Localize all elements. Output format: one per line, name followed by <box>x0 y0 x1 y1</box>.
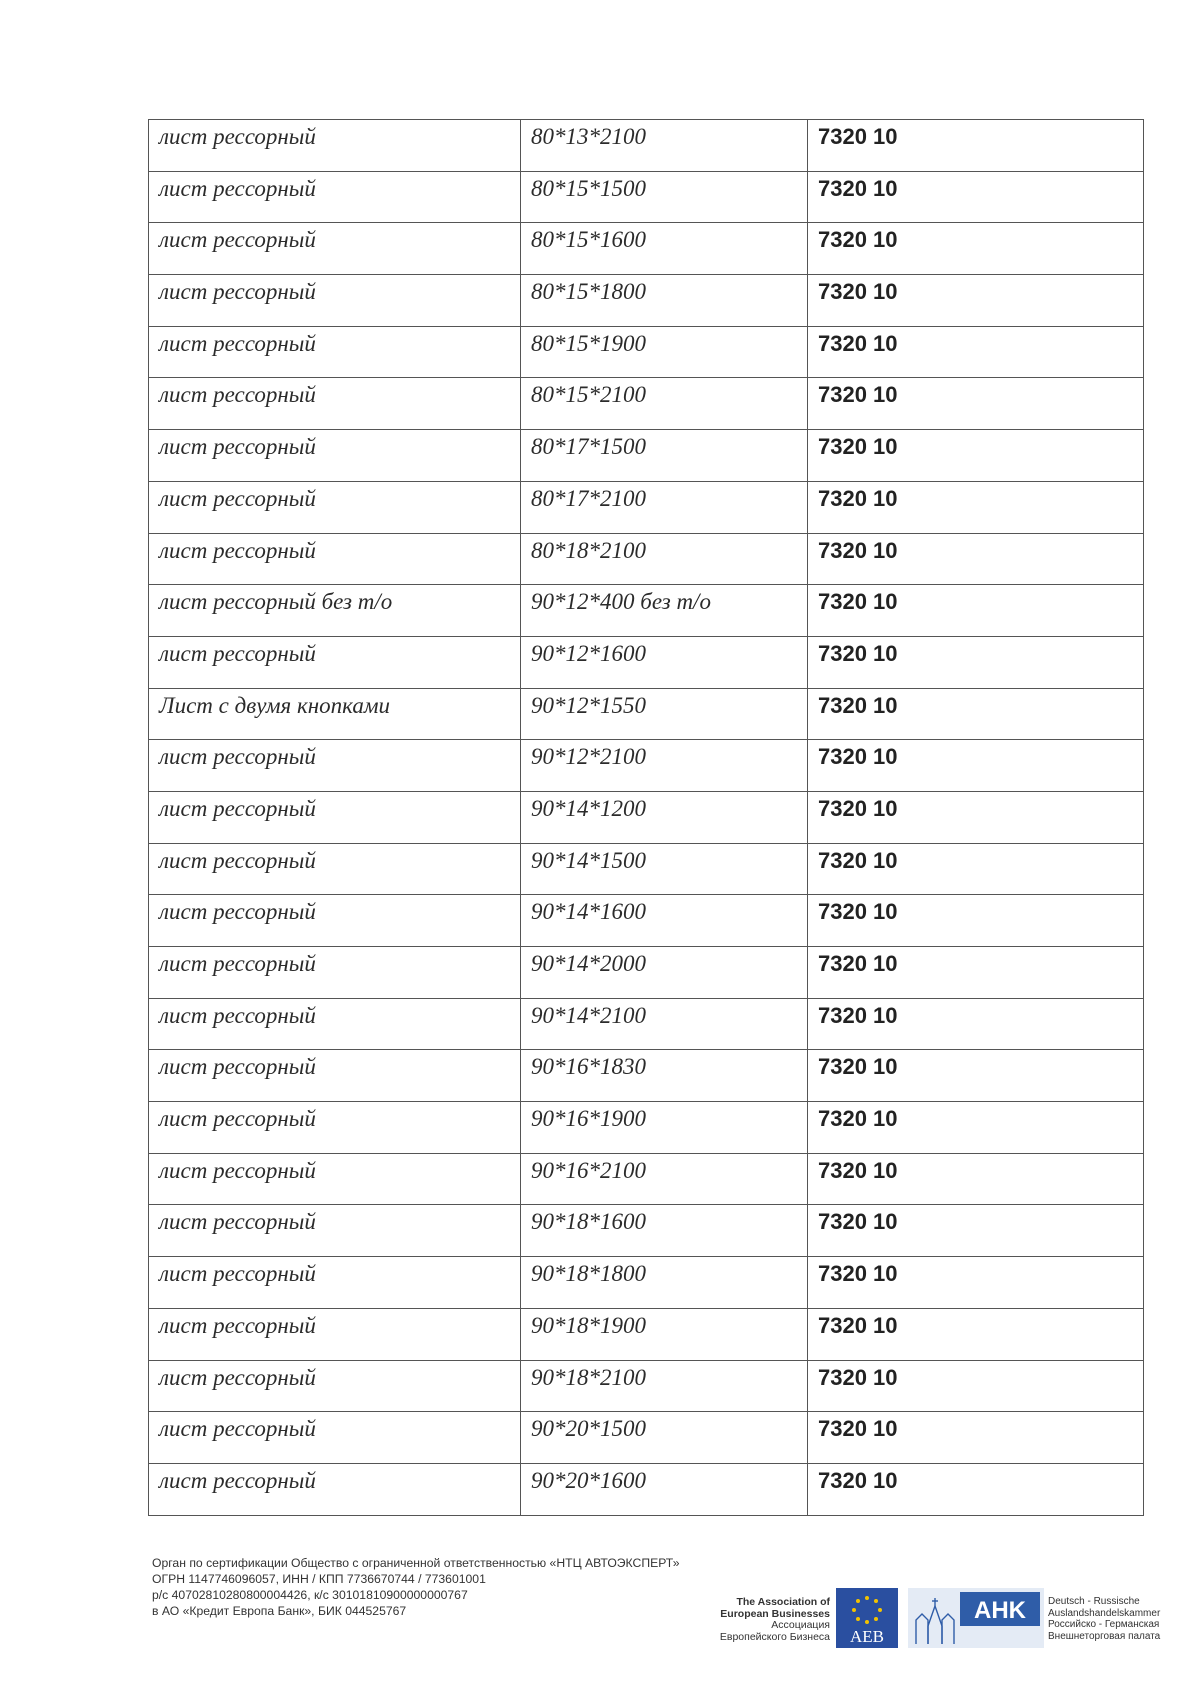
footer-line-ogrn: ОГРН 1147746096057, ИНН / КПП 7736670744 / 773601001 <box>152 1572 486 1586</box>
table-row <box>149 223 1144 275</box>
cell-dimensions: 90*14*2100 <box>521 998 808 1050</box>
cell-product-name: лист рессорный <box>149 120 521 172</box>
cell-tn-ved-code: 7320 10 <box>808 275 1144 327</box>
cell-dimensions: 80*15*1800 <box>521 275 808 327</box>
table-row <box>149 326 1144 378</box>
cell-dimensions: 90*14*1500 <box>521 843 808 895</box>
table-row <box>149 1102 1144 1154</box>
cell-dimensions: 90*18*2100 <box>521 1360 808 1412</box>
cell-product-name: лист рессорный <box>149 998 521 1050</box>
table-row <box>149 171 1144 223</box>
cell-product-name: лист рессорный <box>149 275 521 327</box>
ahk-caption-ru-2: Внешнеторговая палата <box>1048 1630 1161 1642</box>
cell-product-name: лист рессорный <box>149 895 521 947</box>
cell-dimensions: 80*15*2100 <box>521 378 808 430</box>
cell-tn-ved-code: 7320 10 <box>808 1308 1144 1360</box>
aeb-logo-text: AEB <box>850 1627 884 1646</box>
cell-dimensions: 90*12*1600 <box>521 636 808 688</box>
cell-product-name: лист рессорный <box>149 1205 521 1257</box>
table-row <box>149 1412 1144 1464</box>
cell-dimensions: 90*20*1600 <box>521 1463 808 1515</box>
cell-tn-ved-code: 7320 10 <box>808 326 1144 378</box>
cell-product-name: лист рессорный <box>149 1102 521 1154</box>
cell-product-name: лист рессорный <box>149 1463 521 1515</box>
ahk-caption <box>1048 1596 1178 1642</box>
cell-product-name: лист рессорный <box>149 1360 521 1412</box>
cell-dimensions: 80*15*1600 <box>521 223 808 275</box>
cell-tn-ved-code: 7320 10 <box>808 1153 1144 1205</box>
cell-dimensions: 90*16*2100 <box>521 1153 808 1205</box>
cell-product-name: лист рессорный <box>149 378 521 430</box>
cell-tn-ved-code: 7320 10 <box>808 1412 1144 1464</box>
aeb-caption-en-2: European Businesses <box>720 1607 830 1620</box>
cell-dimensions: 90*18*1600 <box>521 1205 808 1257</box>
footer-line-bank: в АО «Кредит Европа Банк», БИК 044525767 <box>152 1604 407 1618</box>
table-row <box>149 585 1144 637</box>
cell-product-name: лист рессорный <box>149 1050 521 1102</box>
cell-dimensions: 80*15*1500 <box>521 171 808 223</box>
table-row <box>149 378 1144 430</box>
cell-product-name: лист рессорный <box>149 533 521 585</box>
cell-tn-ved-code: 7320 10 <box>808 1205 1144 1257</box>
ahk-caption-de-2: Auslandshandelskammer <box>1048 1607 1161 1619</box>
table-row <box>149 533 1144 585</box>
ahk-logo <box>908 1588 1044 1648</box>
table-row <box>149 843 1144 895</box>
aeb-caption <box>690 1597 830 1643</box>
ahk-logo-text: AHK <box>974 1597 1026 1624</box>
cell-product-name: лист рессорный <box>149 430 521 482</box>
cell-product-name: Лист с двумя кнопками <box>149 688 521 740</box>
cell-tn-ved-code: 7320 10 <box>808 430 1144 482</box>
cell-tn-ved-code: 7320 10 <box>808 1360 1144 1412</box>
cell-tn-ved-code: 7320 10 <box>808 998 1144 1050</box>
table-row <box>149 740 1144 792</box>
product-table <box>148 119 1144 1516</box>
cell-dimensions: 90*18*1800 <box>521 1257 808 1309</box>
cell-tn-ved-code: 7320 10 <box>808 1463 1144 1515</box>
cell-product-name: лист рессорный <box>149 947 521 999</box>
cell-tn-ved-code: 7320 10 <box>808 947 1144 999</box>
table-row <box>149 636 1144 688</box>
cell-tn-ved-code: 7320 10 <box>808 120 1144 172</box>
cell-dimensions: 90*18*1900 <box>521 1308 808 1360</box>
cell-tn-ved-code: 7320 10 <box>808 843 1144 895</box>
cell-product-name: лист рессорный без т/о <box>149 585 521 637</box>
cell-dimensions: 90*14*1200 <box>521 791 808 843</box>
table-row <box>149 895 1144 947</box>
cell-dimensions: 90*14*1600 <box>521 895 808 947</box>
cell-tn-ved-code: 7320 10 <box>808 585 1144 637</box>
product-table-body <box>149 120 1144 1516</box>
table-row <box>149 791 1144 843</box>
cell-tn-ved-code: 7320 10 <box>808 740 1144 792</box>
cell-product-name: лист рессорный <box>149 1308 521 1360</box>
cell-product-name: лист рессорный <box>149 223 521 275</box>
ahk-caption-ru-1: Российско - Германская <box>1048 1619 1160 1630</box>
cell-product-name: лист рессорный <box>149 843 521 895</box>
cell-tn-ved-code: 7320 10 <box>808 1257 1144 1309</box>
cell-dimensions: 90*16*1900 <box>521 1102 808 1154</box>
cell-dimensions: 80*17*1500 <box>521 430 808 482</box>
cell-tn-ved-code: 7320 10 <box>808 223 1144 275</box>
table-row <box>149 1257 1144 1309</box>
cell-dimensions: 90*14*2000 <box>521 947 808 999</box>
cell-dimensions: 90*12*2100 <box>521 740 808 792</box>
cell-product-name: лист рессорный <box>149 1153 521 1205</box>
cell-dimensions: 80*18*2100 <box>521 533 808 585</box>
cell-tn-ved-code: 7320 10 <box>808 481 1144 533</box>
cell-dimensions: 90*16*1830 <box>521 1050 808 1102</box>
cell-product-name: лист рессорный <box>149 171 521 223</box>
cell-tn-ved-code: 7320 10 <box>808 688 1144 740</box>
table-row <box>149 481 1144 533</box>
cell-tn-ved-code: 7320 10 <box>808 895 1144 947</box>
cell-dimensions: 80*13*2100 <box>521 120 808 172</box>
table-row <box>149 275 1144 327</box>
cell-dimensions: 80*17*2100 <box>521 481 808 533</box>
ahk-caption-de-1: Deutsch - Russische <box>1048 1596 1140 1607</box>
table-row <box>149 1205 1144 1257</box>
cell-tn-ved-code: 7320 10 <box>808 533 1144 585</box>
certification-footer <box>152 1555 772 1619</box>
cell-dimensions: 90*12*1550 <box>521 688 808 740</box>
table-row <box>149 1308 1144 1360</box>
cell-tn-ved-code: 7320 10 <box>808 1102 1144 1154</box>
cell-tn-ved-code: 7320 10 <box>808 791 1144 843</box>
cell-product-name: лист рессорный <box>149 740 521 792</box>
table-row <box>149 1050 1144 1102</box>
cell-dimensions: 80*15*1900 <box>521 326 808 378</box>
footer-line-org: Орган по сертификации Общество с ограниченной ответственностью «НТЦ АВТОЭКСПЕРТ» <box>152 1556 680 1570</box>
cell-tn-ved-code: 7320 10 <box>808 378 1144 430</box>
cell-dimensions: 90*20*1500 <box>521 1412 808 1464</box>
table-row <box>149 998 1144 1050</box>
footer-line-account: р/с 40702810280800004426, к/с 30101810900000000767 <box>152 1588 468 1602</box>
table-row <box>149 1463 1144 1515</box>
cell-product-name: лист рессорный <box>149 326 521 378</box>
cell-dimensions: 90*12*400 без т/о <box>521 585 808 637</box>
table-row <box>149 430 1144 482</box>
table-row <box>149 688 1144 740</box>
aeb-caption-en-1: The Association of <box>736 1596 830 1608</box>
cell-tn-ved-code: 7320 10 <box>808 1050 1144 1102</box>
cell-product-name: лист рессорный <box>149 1412 521 1464</box>
cell-product-name: лист рессорный <box>149 481 521 533</box>
cell-tn-ved-code: 7320 10 <box>808 171 1144 223</box>
cell-product-name: лист рессорный <box>149 636 521 688</box>
table-row <box>149 947 1144 999</box>
cell-tn-ved-code: 7320 10 <box>808 636 1144 688</box>
table-row <box>149 1360 1144 1412</box>
aeb-logo <box>836 1588 898 1648</box>
table-row <box>149 120 1144 172</box>
cell-product-name: лист рессорный <box>149 1257 521 1309</box>
table-row <box>149 1153 1144 1205</box>
cell-product-name: лист рессорный <box>149 791 521 843</box>
aeb-caption-ru-2: Европейского Бизнеса <box>719 1630 830 1643</box>
aeb-caption-ru-1: Ассоциация <box>771 1619 830 1631</box>
